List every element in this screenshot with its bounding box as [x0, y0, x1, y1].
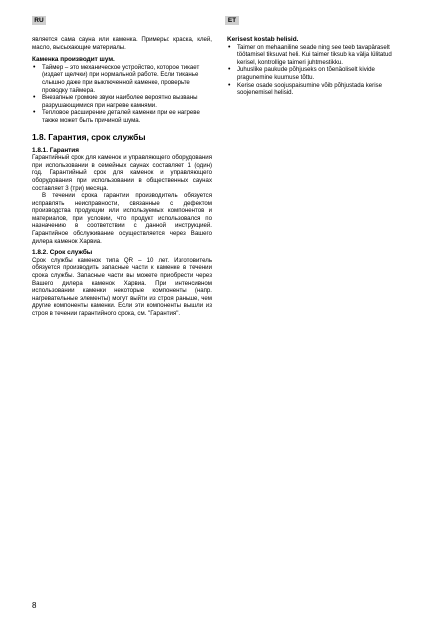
warranty-heading: 1.8.1. Гарантия: [32, 146, 79, 154]
noise-list: [32, 64, 212, 125]
section-heading: 1.8. Гарантия, срок службы: [32, 131, 146, 142]
page-number: 8: [32, 601, 37, 610]
warranty-paragraph-1: Гарантийный срок для каменок и управляющего оборудования при использовании в семейных саунах составляет 1 (один) год. Гарантийный срок для каменок и управляющего оборудования при использовании в общественных саунах составляет 3 (три) месяца.: [32, 154, 212, 192]
russian-column: [32, 36, 212, 318]
list-item: • Kerise osade soojuspaisumine võib põhjustada kerise soojenemisel helisid.: [227, 82, 405, 97]
language-tab-ru: RU: [32, 16, 46, 25]
list-item: • Taimer on mehaaniline seade ning see teeb tavapäraselt töötamisel tiksuvat heli. Kui taimer tiksub ka välja lülitatud kerisel, kontrollige taimeri juhtmestikku.: [227, 44, 405, 67]
et-noise-heading: Kerisest kostab helisid.: [227, 36, 299, 43]
intro-paragraph: является сама сауна или каменка. Примеры: краска, клей, масло, высыхающие материалы.: [32, 36, 212, 51]
noise-heading: Каменка производит шум.: [32, 56, 115, 64]
list-item: • Тепловое расширение деталей каменки при ее нагреве также может быть причиной шума.: [32, 109, 212, 124]
estonian-column: [227, 36, 405, 97]
list-item: • Внезапные громкие звуки наиболее вероятно вызваны разрушающимися при нагреве камнями.: [32, 94, 212, 109]
service-life-heading: 1.8.2. Срок службы: [32, 249, 93, 257]
language-tab-et: ET: [225, 16, 239, 25]
et-noise-list: [227, 44, 405, 97]
service-life-paragraph: Срок службы каменок типа QR – 10 лет. Изготовитель обязуется производить запасные части к каменке в течении срока службы. Запасные части вы можете приобрести через Вашего дилера каменок Харвиа. При интенсивном использовании каменки некоторые компоненты (напр. нагревательные элементы) могут выйти из строя раньше, чем другие компоненты каменки. Если эти компоненты вышли из строя в течении гарантийного срока, см. "Гарантия".: [32, 256, 212, 317]
list-item: • Таймер – это механическое устройство, которое тикает (издает щелчки) при нормальной работе. Если тиканье слышно даже при выключенной каменке, проверьте проводку таймера.: [32, 64, 212, 94]
list-item: • Juhuslike paukude põhjuseks on tõenäoliselt kivide pragunemine kuumuse tõttu.: [227, 66, 405, 81]
warranty-paragraph-2: В течении срока гарантии производитель обязуется исправлять неисправности, связанные с дефектом производства продукции или используемых компонентов и материалов, при условии, что продукт использовался по назначению в соответствии с данной инструкцией. Гарантийное обслуживание осуществляется через Вашего дилера каменок Харвиа.: [32, 192, 212, 245]
